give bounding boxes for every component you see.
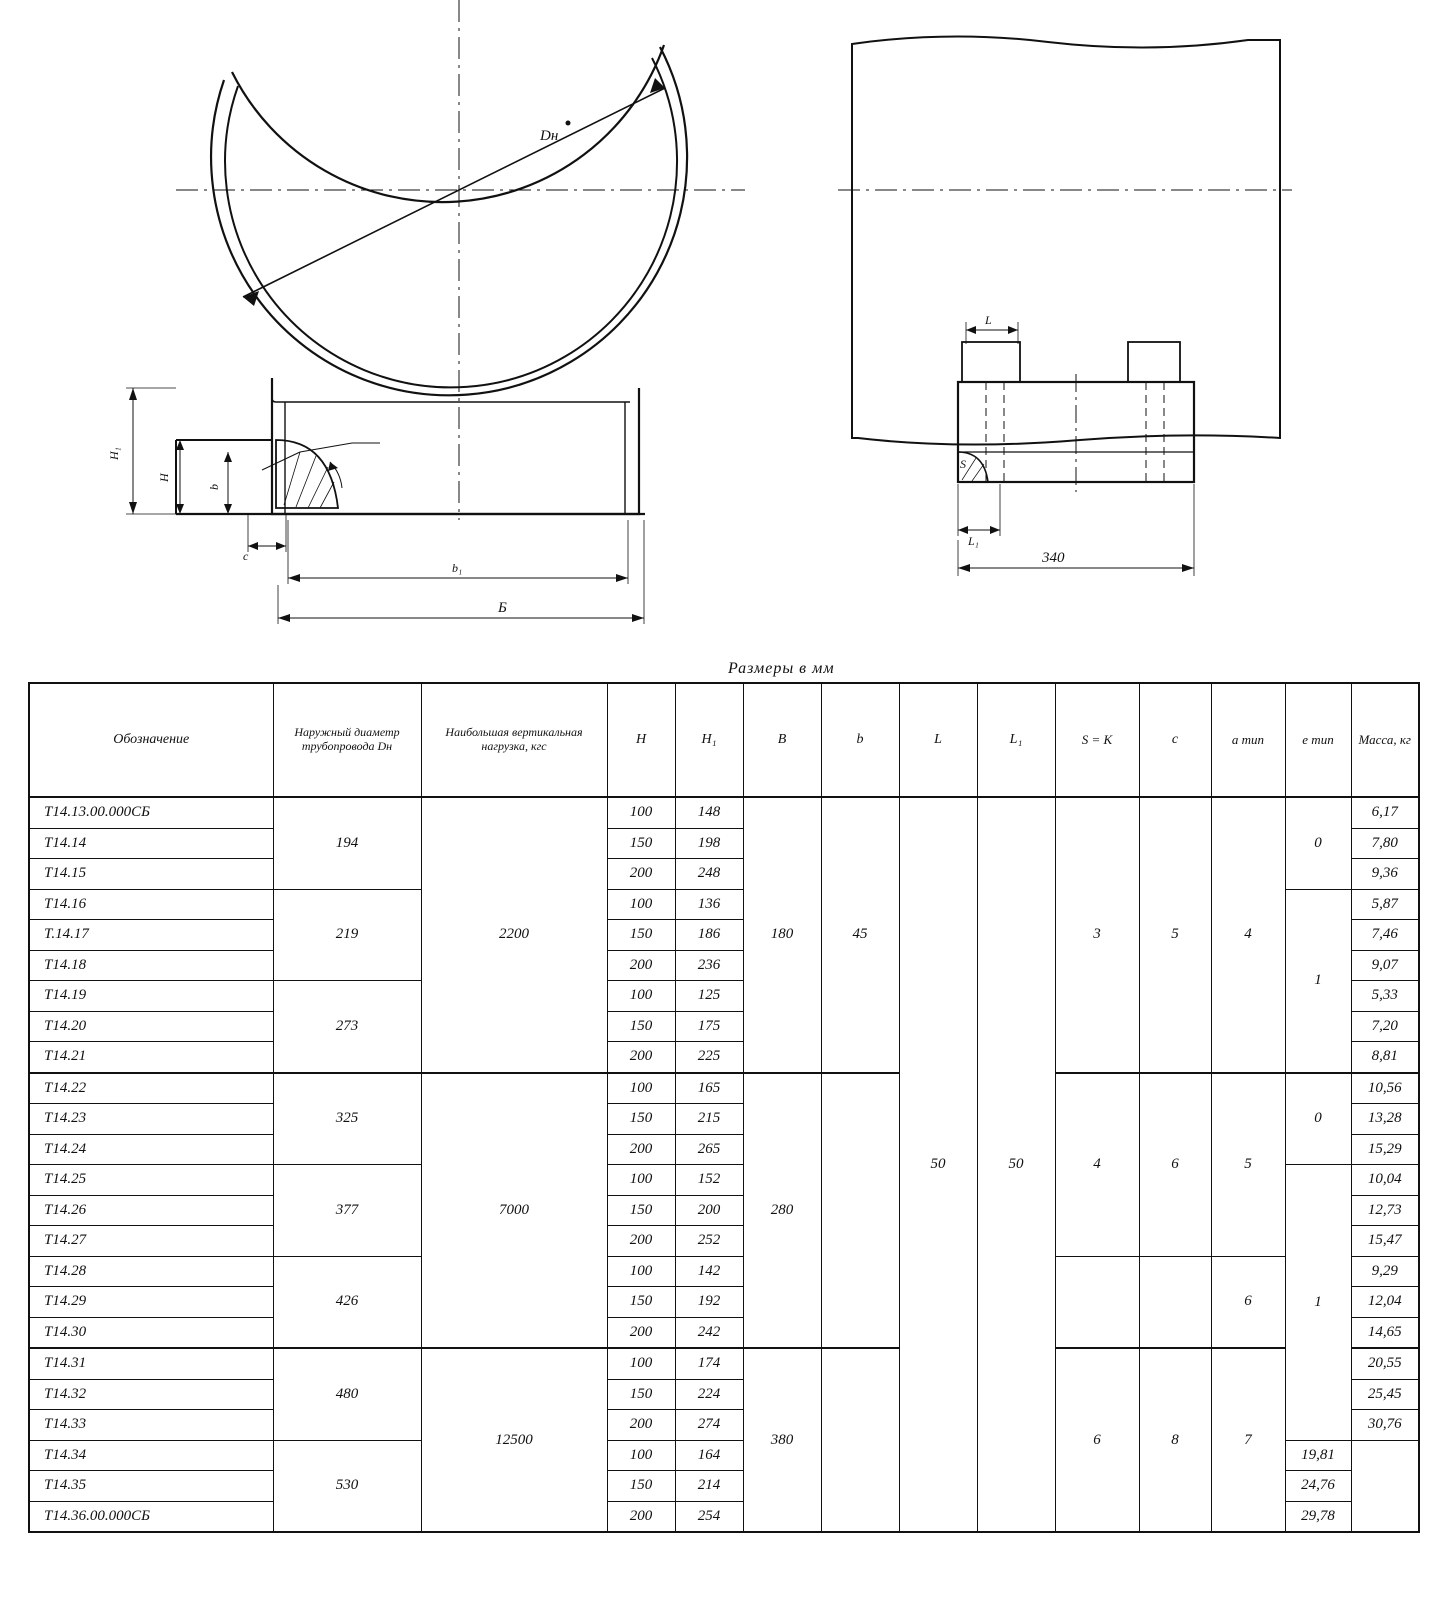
cell-h1: 174 [675,1348,743,1379]
cell-dn: 377 [273,1165,421,1257]
cell-designation: Т14.23 [29,1104,273,1135]
cell-h1: 198 [675,828,743,859]
cell-h1: 254 [675,1501,743,1532]
cell-h1: 225 [675,1042,743,1073]
cell-h1: 236 [675,950,743,981]
th-l1: L₁ [977,683,1055,797]
label-340: 340 [1042,550,1065,566]
table-row [29,797,1419,828]
cell-h: 150 [607,1379,675,1410]
cell-mass: 15,47 [1351,1226,1419,1257]
cell-load: 7000 [421,1073,607,1349]
cell-mass: 15,29 [1351,1134,1419,1165]
cell-e: 1 [1285,889,1351,1073]
cell-designation: Т14.21 [29,1042,273,1073]
cell-h1: 214 [675,1471,743,1502]
cell-dn: 530 [273,1440,421,1532]
cell-h: 150 [607,1195,675,1226]
cell-h: 200 [607,1226,675,1257]
cell-h1: 252 [675,1226,743,1257]
cell-mass: 7,80 [1351,828,1419,859]
cell-b: 180 [743,797,821,1073]
cell-h: 200 [607,859,675,890]
cell-designation: Т14.19 [29,981,273,1012]
cell-h1: 265 [675,1134,743,1165]
cell-mass: 13,28 [1351,1104,1419,1135]
table-row [29,1348,1419,1379]
cell-h: 150 [607,1104,675,1135]
cell-h1: 274 [675,1410,743,1441]
cell-designation: Т14.28 [29,1256,273,1287]
cell-b: 280 [743,1073,821,1349]
cell-dn: 480 [273,1348,421,1440]
technical-drawings [0,0,1444,660]
cell-h1: 248 [675,859,743,890]
cell-designation: Т14.16 [29,889,273,920]
cell-designation: Т14.36.00.000СБ [29,1501,273,1532]
th-h: H [607,683,675,797]
th-s-k: S = K [1055,683,1139,797]
th-b-big: B [743,683,821,797]
cell-h1: 242 [675,1317,743,1348]
cell-h1: 165 [675,1073,743,1104]
cell-h1: 148 [675,797,743,828]
cell-b-small: 45 [821,797,899,1073]
cell-mass: 24,76 [1285,1471,1351,1502]
cell-h: 150 [607,1287,675,1318]
cell-s: 3 [1055,797,1139,1073]
cell-b-small [821,1348,899,1532]
cell-h1: 186 [675,920,743,951]
cell-s [1055,1256,1139,1348]
th-outer-diameter: Наружный диаметр трубопровода Dн [273,683,421,797]
cell-designation: Т14.27 [29,1226,273,1257]
cell-mass: 20,55 [1351,1348,1419,1379]
cell-mass: 12,73 [1351,1195,1419,1226]
label-b-small: b [207,484,221,490]
cell-s: 4 [1055,1073,1139,1257]
cell-h: 100 [607,1440,675,1471]
cell-mass: 19,81 [1285,1440,1351,1471]
cell-h1: 215 [675,1104,743,1135]
cell-c: 5 [1139,797,1211,1073]
cell-dn: 219 [273,889,421,981]
cell-designation: Т14.24 [29,1134,273,1165]
label-h: H [157,473,171,482]
cell-designation: Т14.18 [29,950,273,981]
cell-designation: Т14.22 [29,1073,273,1104]
cell-a: 6 [1211,1256,1285,1348]
th-h1: H₁ [675,683,743,797]
cell-h: 100 [607,889,675,920]
cell-h: 100 [607,1165,675,1196]
cell-a: 4 [1211,797,1285,1073]
table-row [29,1073,1419,1104]
label-dn: Dн [540,128,559,144]
cell-designation: Т14.26 [29,1195,273,1226]
cell-h1: 200 [675,1195,743,1226]
cell-designation: Т14.14 [29,828,273,859]
cell-h: 100 [607,1256,675,1287]
cell-l: 50 [899,797,977,1532]
cell-s: 6 [1055,1348,1139,1532]
cell-h: 200 [607,1501,675,1532]
cell-h: 200 [607,1317,675,1348]
cell-mass: 8,81 [1351,1042,1419,1073]
cell-mass: 7,46 [1351,920,1419,951]
cell-dn: 426 [273,1256,421,1348]
cell-load: 2200 [421,797,607,1073]
cell-designation: Т14.31 [29,1348,273,1379]
cell-e: 0 [1285,1073,1351,1165]
cell-c [1139,1256,1211,1348]
table-row [29,1256,1419,1287]
cell-mass: 5,87 [1351,889,1419,920]
cell-h: 150 [607,920,675,951]
label-h1: H₁ [107,447,121,460]
th-max-vertical-load: Наибольшая вертикальная нагрузка, кгс [421,683,607,797]
cell-mass: 5,33 [1351,981,1419,1012]
cell-designation: Т.14.17 [29,920,273,951]
drawing-svg [0,0,1444,660]
cell-mass: 9,07 [1351,950,1419,981]
cell-c: 8 [1139,1348,1211,1532]
cell-h: 150 [607,1471,675,1502]
cell-e: 0 [1285,797,1351,889]
cell-mass: 25,45 [1351,1379,1419,1410]
cell-designation: Т14.25 [29,1165,273,1196]
cell-b-small [821,1073,899,1349]
cell-h: 100 [607,1073,675,1104]
cell-h: 200 [607,950,675,981]
cell-designation: Т14.29 [29,1287,273,1318]
cell-mass: 9,29 [1351,1256,1419,1287]
cell-h1: 152 [675,1165,743,1196]
th-c: c [1139,683,1211,797]
cell-designation: Т14.13.00.000СБ [29,797,273,828]
cell-designation: Т14.35 [29,1471,273,1502]
th-b-small: b [821,683,899,797]
th-a-type: a тип [1211,683,1285,797]
cell-h1: 142 [675,1256,743,1287]
cell-h: 100 [607,797,675,828]
cell-designation: Т14.30 [29,1317,273,1348]
cell-mass: 29,78 [1285,1501,1351,1532]
cell-h: 150 [607,1011,675,1042]
cell-h: 200 [607,1410,675,1441]
cell-h: 150 [607,828,675,859]
cell-mass: 6,17 [1351,797,1419,828]
cell-designation: Т14.33 [29,1410,273,1441]
cell-mass: 9,36 [1351,859,1419,890]
cell-mass: 10,04 [1351,1165,1419,1196]
table-body [29,797,1419,1532]
cell-dn: 273 [273,981,421,1073]
cell-l1: 50 [977,797,1055,1532]
cell-designation: Т14.15 [29,859,273,890]
cell-h: 100 [607,981,675,1012]
cell-h1: 175 [675,1011,743,1042]
cell-mass: 10,56 [1351,1073,1419,1104]
cell-h: 200 [607,1042,675,1073]
label-b-big: Б [498,600,507,616]
cell-mass: 12,04 [1351,1287,1419,1318]
cell-h1: 125 [675,981,743,1012]
cell-designation: Т14.34 [29,1440,273,1471]
label-c: c [243,549,249,563]
dimensions-table [28,682,1420,1533]
cell-h1: 224 [675,1379,743,1410]
label-s: S [960,457,966,471]
cell-mass: 14,65 [1351,1317,1419,1348]
th-designation: Обозначение [29,683,273,797]
cell-h1: 164 [675,1440,743,1471]
cell-designation: Т14.32 [29,1379,273,1410]
cell-c: 6 [1139,1073,1211,1257]
cell-a: 7 [1211,1348,1285,1532]
label-b1: b₁ [452,561,463,575]
dimensions-table-wrap [28,682,1418,1533]
cell-b: 380 [743,1348,821,1532]
table-header-row [29,683,1419,797]
cell-mass: 7,20 [1351,1011,1419,1042]
cell-h: 100 [607,1348,675,1379]
th-mass: Масса, кг [1351,683,1419,797]
cell-h1: 192 [675,1287,743,1318]
cell-h: 200 [607,1134,675,1165]
label-l1: L₁ [968,534,979,548]
sizes-note: Размеры в мм [728,660,835,677]
cell-a: 5 [1211,1073,1285,1257]
label-l: L [985,313,992,327]
cell-mass: 30,76 [1351,1410,1419,1441]
th-e-type: e тип [1285,683,1351,797]
cell-load: 12500 [421,1348,607,1532]
th-l: L [899,683,977,797]
cell-designation: Т14.20 [29,1011,273,1042]
cell-dn: 325 [273,1073,421,1165]
cell-e: 1 [1285,1165,1351,1441]
cell-h1: 136 [675,889,743,920]
cell-dn: 194 [273,797,421,889]
